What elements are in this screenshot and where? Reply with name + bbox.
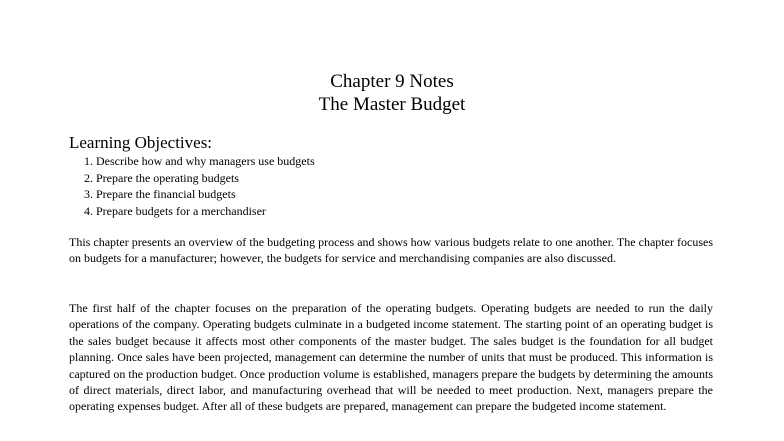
operating-budgets-paragraph: The first half of the chapter focuses on the preparation of the operating budgets. Operating budgets are needed to run the daily operations of the company. Operating budgets culminate in a budgeted income statement. The starting point of an operating budget is the sales budget because it affects most other components of the master budget. The sales budget is the foundation for all budget planning. Once sales have been projected, management can determine the number of units that must be produced. This information is captured on the production budget. Once production volume is established, managers prepare the budgets by determining the amounts of direct materials, direct labor, and manufacturing overhead that will be needed to meet production. Next, managers prepare the operating expenses budget. After all of these budgets are prepared, management can prepare the budgeted income statement. <box>69 301 713 414</box>
objectives-list <box>84 153 315 219</box>
chapter-title: Chapter 9 Notes <box>330 71 454 92</box>
objective-item: 2. Prepare the operating budgets <box>84 170 239 185</box>
objectives-heading: Learning Objectives: <box>69 133 213 152</box>
objective-item: 4. Prepare budgets for a merchandiser <box>84 203 266 218</box>
intro-paragraph: This chapter presents an overview of the budgeting process and shows how various budgets relate to one another. The chapter focuses on budgets for a manufacturer; however, the budgets for service and merchandising companies are also discussed. <box>69 235 713 266</box>
chapter-subtitle: The Master Budget <box>318 94 466 115</box>
objective-item: 1. Describe how and why managers use budgets <box>84 154 315 168</box>
objective-item: 3. Prepare the financial budgets <box>84 187 236 201</box>
